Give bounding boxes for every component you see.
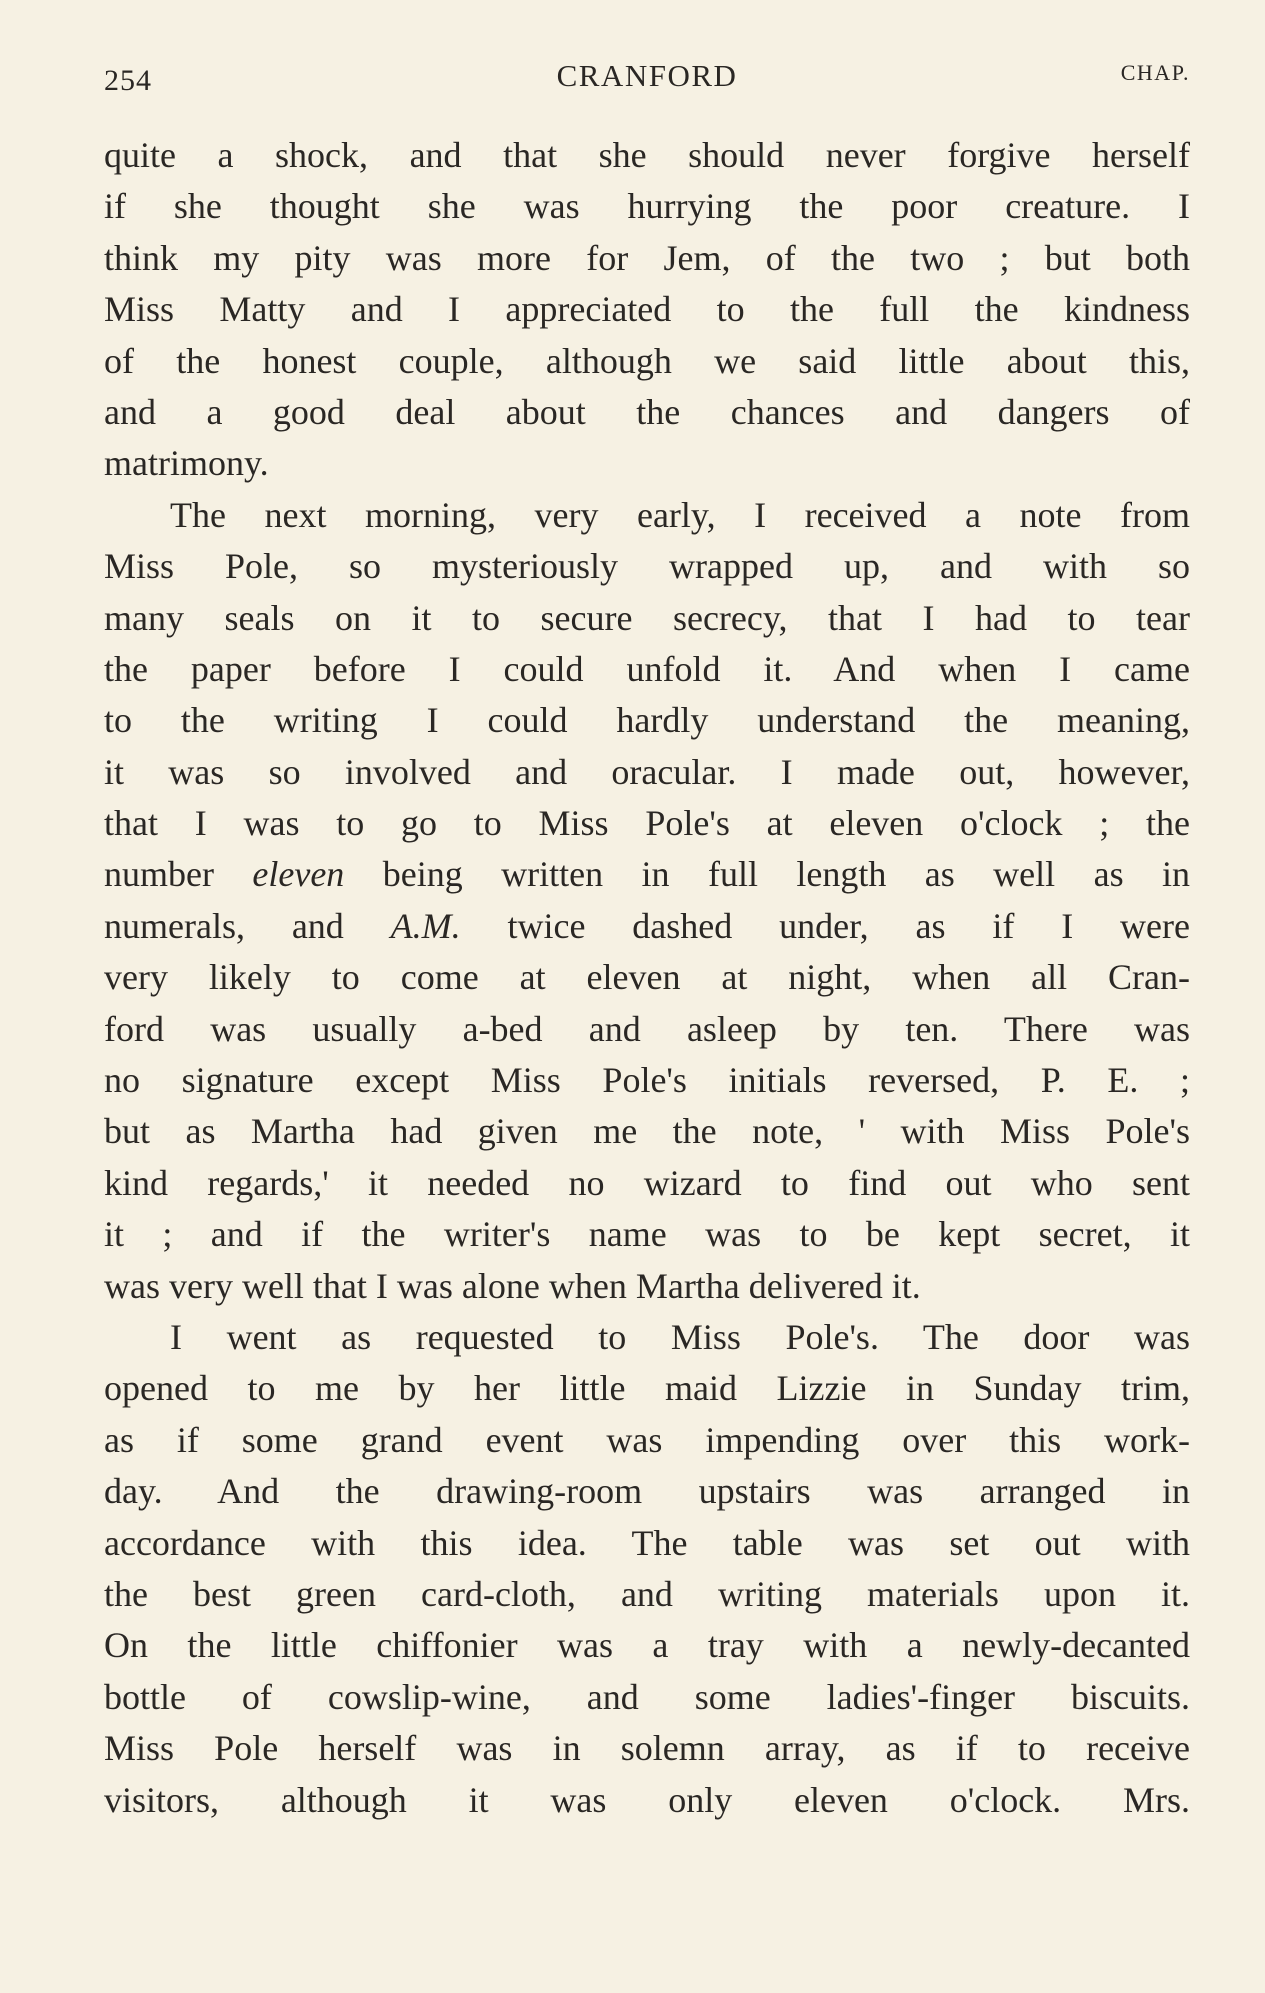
- text-line: the paper before I could unfold it. And when I came: [104, 648, 1190, 689]
- text-line: it ; and if the writer's name was to be kept secret, it: [104, 1214, 1190, 1255]
- text-line: no signature except Miss Pole's initials reversed, P. E. ;: [104, 1060, 1190, 1101]
- text-line: if she thought she was hurrying the poor creature. I: [104, 186, 1190, 227]
- text-line: quite a shock, and that she should never forgive herself: [104, 135, 1190, 175]
- italic-word: eleven: [252, 854, 345, 895]
- text-line: very likely to come at eleven at night, when all Cran-: [104, 957, 1190, 998]
- text-line: it was so involved and oracular. I made out, however,: [104, 751, 1190, 792]
- body-text: [104, 130, 1190, 1826]
- text-line: was very well that I was alone when Martha delivered it.: [104, 1265, 921, 1306]
- text-line: opened to me by her little maid Lizzie in Sunday trim,: [104, 1368, 1190, 1409]
- text-line: number eleven being written in full length as well as in: [104, 854, 1190, 895]
- text-line: The next morning, very early, I received a note from: [170, 494, 1190, 535]
- text-line: many seals on it to secure secrecy, that I had to tear: [104, 597, 1190, 638]
- text-line: but as Martha had given me the note, ' with Miss Pole's: [104, 1111, 1190, 1152]
- text-line: as if some grand event was impending over this work-: [104, 1419, 1190, 1460]
- text-line: numerals, and A.M. twice dashed under, as if I were: [104, 905, 1190, 946]
- text-line: I went as requested to Miss Pole's. The door was: [170, 1316, 1190, 1357]
- text-line: Miss Matty and I appreciated to the full the kindness: [104, 289, 1190, 330]
- text-line: the best green card-cloth, and writing materials upon it.: [104, 1573, 1190, 1614]
- running-head: [104, 52, 1190, 102]
- italic-word: A.M.: [390, 905, 461, 946]
- text-line: On the little chiffonier was a tray with a newly-decanted: [104, 1625, 1190, 1666]
- chapter-label: CHAP.: [1120, 60, 1190, 85]
- book-title: CRANFORD: [556, 58, 738, 93]
- text-line: day. And the drawing-room upstairs was arranged in: [104, 1471, 1190, 1512]
- text-line: kind regards,' it needed no wizard to find out who sent: [104, 1162, 1190, 1203]
- text-line: ford was usually a-bed and asleep by ten. There was: [104, 1008, 1190, 1049]
- text-line: that I was to go to Miss Pole's at eleven o'clock ; the: [104, 803, 1190, 844]
- text-line: think my pity was more for Jem, of the two ; but both: [104, 237, 1190, 278]
- text-line: of the honest couple, although we said little about this,: [104, 340, 1190, 381]
- text-line: Miss Pole, so mysteriously wrapped up, and with so: [104, 546, 1190, 587]
- text-line: visitors, although it was only eleven o'clock. Mrs.: [104, 1779, 1190, 1820]
- text-line: bottle of cowslip-wine, and some ladies'-finger biscuits.: [104, 1676, 1190, 1717]
- text-line: matrimony.: [104, 443, 269, 484]
- text-line: Miss Pole herself was in solemn array, as if to receive: [104, 1728, 1190, 1769]
- text-line: accordance with this idea. The table was set out with: [104, 1522, 1190, 1563]
- page-number: 254: [104, 64, 152, 97]
- text-line: to the writing I could hardly understand the meaning,: [104, 700, 1190, 741]
- text-line: and a good deal about the chances and dangers of: [104, 391, 1190, 432]
